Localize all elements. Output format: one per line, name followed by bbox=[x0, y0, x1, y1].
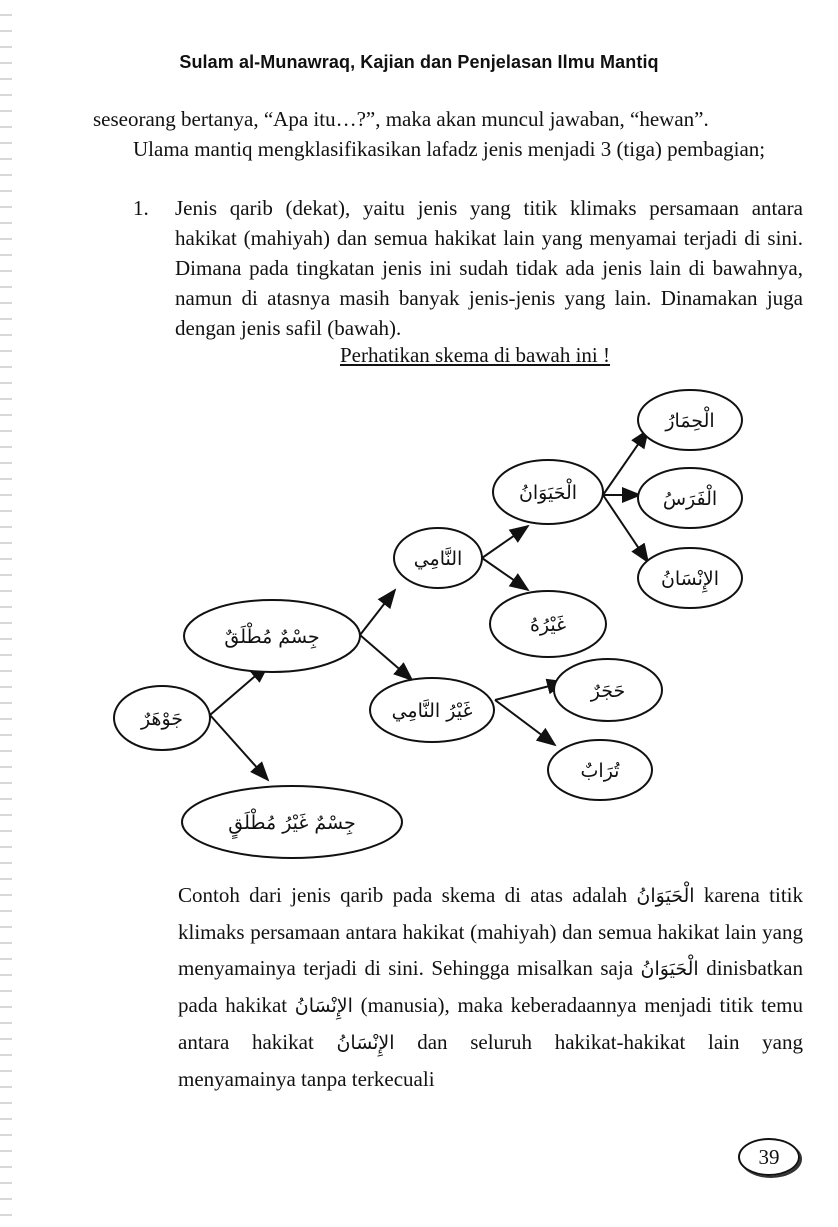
paragraph-example bbox=[178, 877, 803, 1097]
list-item-number: 1. bbox=[133, 196, 149, 220]
arabic-word-insan: الإِنْسَانُ bbox=[294, 995, 353, 1017]
node-faras-label: الْفَرَسُ bbox=[662, 488, 718, 510]
paragraph-1: seseorang bertanya, “Apa itu…?”, maka akan muncul jawaban, “hewan”. bbox=[93, 107, 709, 131]
schema-note: Perhatikan skema di bawah ini ! bbox=[340, 343, 611, 367]
arrow-ghayr-nami-to-turab bbox=[495, 700, 555, 745]
classification-diagram bbox=[0, 380, 838, 860]
node-jism-mutlaq-label: جِسْمٌ مُطْلَقٌ bbox=[224, 626, 320, 648]
arrow-jism-to-nami bbox=[360, 590, 395, 635]
arabic-word-insan-2: الإِنْسَانُ bbox=[336, 1032, 395, 1054]
arabic-word-hayawan-2: الْحَيَوَانُ bbox=[640, 958, 699, 980]
node-jism-ghayr-mutlaq-label: جِسْمٌ غَيْرُ مُطْلَقٍ bbox=[228, 812, 356, 834]
list-item-text: Jenis qarib (dekat), yaitu jenis yang titik klimaks persamaan antara hakikat (mahiyah) dan semua hakikat lain yang menyamai terjadi di sini. Dimana pada tingkatan jenis ini sudah tidak ada jenis lain di bawahnya, namun di atasnya masih banyak jenis-jenis yang lain. Dinamakan juga dengan jenis safil (bawah). bbox=[175, 196, 803, 340]
arrow-nami-to-hayawan bbox=[482, 526, 528, 558]
arrow-hayawan-to-himar bbox=[603, 430, 648, 495]
node-insan-label: الإِنْسَانُ bbox=[660, 568, 720, 590]
arabic-word-hayawan: الْحَيَوَانُ bbox=[636, 885, 695, 907]
node-nami-label: النَّامِي bbox=[413, 548, 463, 570]
node-jawhar-label: جَوْهَرٌ bbox=[140, 708, 184, 730]
arrow-jism-to-ghayr-nami bbox=[360, 635, 412, 680]
node-ghayruhu-label: غَيْرُهُ bbox=[529, 614, 567, 636]
arrow-nami-to-ghayruhu bbox=[482, 558, 528, 590]
example-text-c: dinisbatkan pada hakikat bbox=[178, 956, 804, 1017]
example-text-e: dan seluruh hakikat-hakikat lain yang menyamainya tanpa terkecuali bbox=[178, 1030, 803, 1091]
running-header: Sulam al-Munawraq, Kajian dan Penjelasan Ilmu Mantiq bbox=[179, 52, 659, 72]
example-text-a: Contoh dari jenis qarib pada skema di atas adalah bbox=[178, 883, 628, 907]
node-himar-label: الْحِمَارُ bbox=[665, 410, 715, 432]
page-number: 39 bbox=[738, 1138, 800, 1176]
node-ghayr-nami-label: غَيْرُ النَّامِي bbox=[391, 700, 473, 722]
node-hajar-label: حَجَرٌ bbox=[590, 680, 626, 702]
example-text-d: (manusia), maka keberadaannya menjadi titik temu antara hakikat bbox=[178, 993, 804, 1054]
node-hayawan-label: الْحَيَوَانُ bbox=[518, 482, 578, 504]
paragraph-2: Ulama mantiq mengklasifikasikan lafadz jenis menjadi 3 (tiga) pembagian; bbox=[133, 137, 766, 161]
arrow-jawhar-to-jism-ghayr-mutlaq bbox=[210, 715, 268, 780]
example-text-b: karena titik klimaks persamaan antara hakikat (mahiyah) dan semua hakikat lain yang menyamainya terjadi di sini. Sehingga misalkan saja bbox=[178, 883, 804, 980]
node-turab-label: تُرَابٌ bbox=[580, 760, 620, 782]
